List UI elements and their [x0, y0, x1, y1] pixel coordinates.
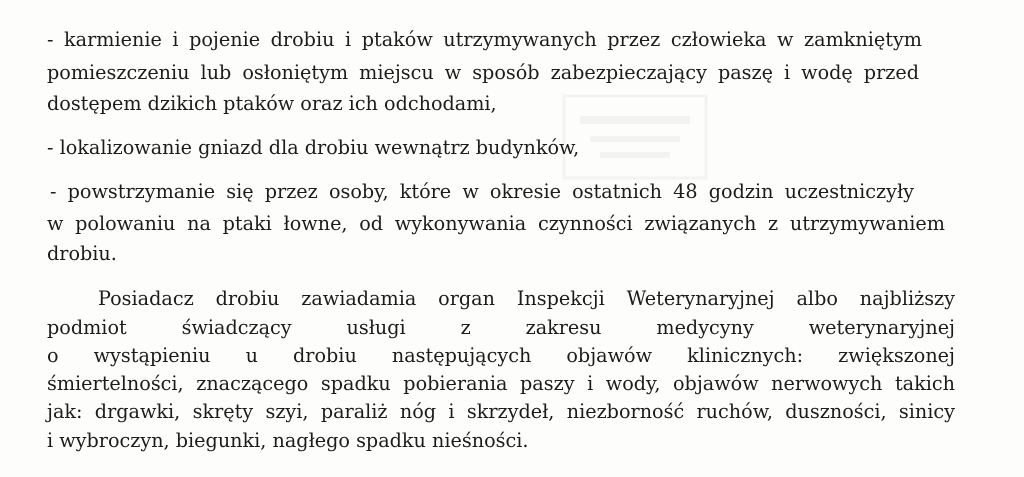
faint-stamp-icon — [560, 92, 710, 182]
bullet1-line3: dostępem dzikich ptaków oraz ich odchodami, — [47, 92, 497, 115]
bullet3-line3: drobiu. — [47, 242, 117, 265]
paragraph-line2: podmiot świadczący usługi z zakresu medycyny weterynaryjnej — [47, 316, 955, 339]
paragraph-line4: śmiertelności, znaczącego spadku pobierania paszy i wody, objawów nerwowych takich — [47, 372, 955, 395]
bullet3-line1: - powstrzymanie się przez osoby, które w okresie ostatnich 48 godzin uczestniczyły — [50, 180, 914, 203]
paragraph-line5: jak: drgawki, skręty szyi, paraliż nóg i skrzydeł, niezborność ruchów, duszności, sinicy — [47, 400, 955, 423]
bullet2-line1: - lokalizowanie gniazd dla drobiu wewnątrz budynków, — [47, 136, 580, 159]
paragraph-line3: o wystąpieniu u drobiu następujących objawów klinicznych: zwiększonej — [47, 344, 955, 367]
bullet1-line2: pomieszczeniu lub osłoniętym miejscu w sposób zabezpieczający paszę i wodę przed — [47, 61, 919, 84]
paragraph-line1: Posiadacz drobiu zawiadamia organ Inspekcji Weterynaryjnej albo najbliższy — [98, 287, 955, 310]
bullet1-line1: - karmienie i pojenie drobiu i ptaków utrzymywanych przez człowieka w zamkniętym — [47, 28, 922, 51]
bullet3-line2: w polowaniu na ptaki łowne, od wykonywania czynności związanych z utrzymywaniem — [47, 212, 945, 235]
paragraph-line6: i wybroczyn, biegunki, nagłego spadku nieśności. — [47, 429, 529, 452]
